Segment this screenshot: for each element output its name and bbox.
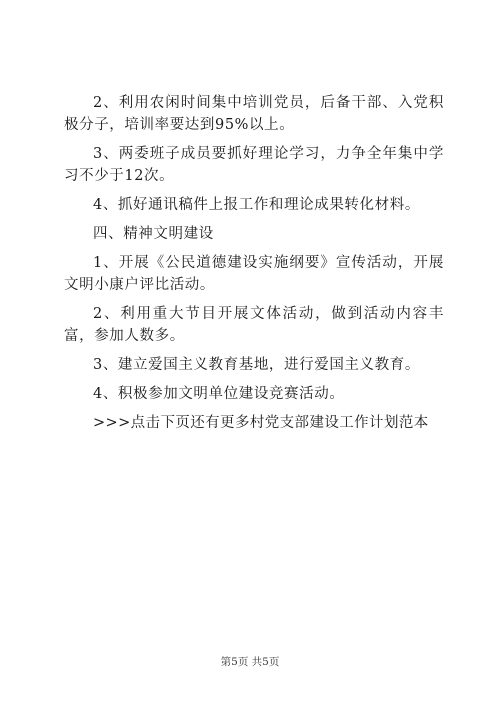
page-footer: 第5页 共5页	[220, 656, 280, 668]
paragraph-study: 3、两委班子成员要抓好理论学习，力争全年集中学习不少于12次。	[64, 146, 444, 184]
section-item: 1、开展《公民道德建设实施纲要》宣传活动，开展文明小康户评比活动。	[64, 255, 444, 293]
section-item: 4、积极参加文明单位建设竞赛活动。	[93, 386, 345, 402]
document-body	[64, 92, 444, 434]
section-item: 2、利用重大节目开展文体活动，做到活动内容丰富，参加人数多。	[64, 306, 444, 344]
paragraph-training: 2、利用农闲时间集中培训党员，后备干部、入党积极分子，培训率要达到95%以上。	[64, 95, 444, 133]
more-templates-link[interactable]: >>>点击下页还有更多村党支部建设工作计划范本	[93, 415, 429, 431]
section-heading: 四、精神文明建设	[93, 226, 214, 242]
section-item: 3、建立爱国主义教育基地，进行爱国主义教育。	[93, 357, 420, 373]
paragraph-reports: 4、抓好通讯稿件上报工作和理论成果转化材料。	[93, 197, 420, 213]
